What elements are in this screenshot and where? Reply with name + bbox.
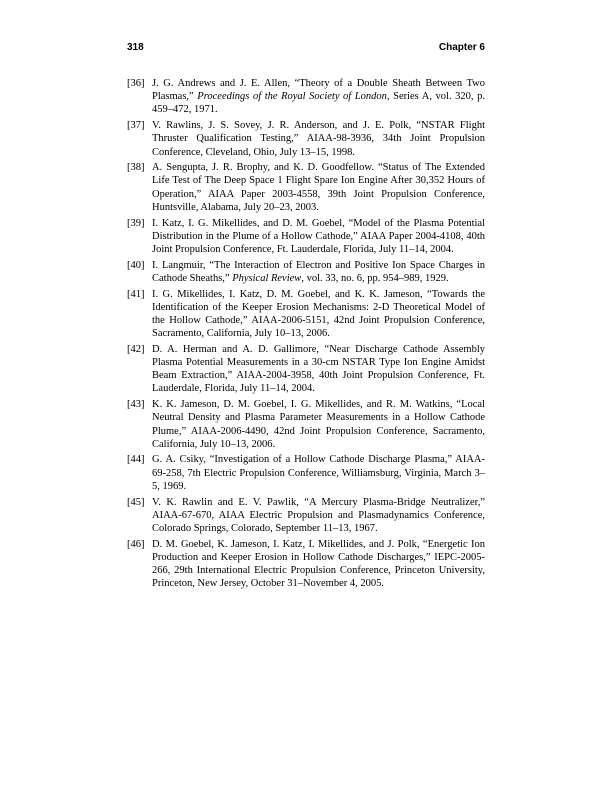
reference-segment: I. Katz, I. G. Mikellides, and D. M. Goebel, “Model of the Plasma Potential Distribution in the Plume of a Hollow Cathode,” AIAA Paper 2004-4108, 40th Joint Propulsion Conference, Ft. Lauderdale, Florida, July 11–14, 2004. [152, 217, 485, 255]
reference-segment: I. Langmuir, “The Interaction of Electron and Positive Ion Space Charges in Cathode Sheaths,” [152, 259, 485, 284]
reference-number: [45] [127, 496, 145, 508]
reference-number: [40] [127, 259, 145, 271]
reference-item [127, 398, 485, 451]
reference-number: [43] [127, 399, 145, 411]
reference-number: [37] [127, 120, 145, 132]
reference-item [127, 217, 485, 257]
references-list [127, 77, 485, 593]
reference-segment: V. Rawlins, J. S. Sovey, J. R. Anderson, and J. E. Polk, “NSTAR Flight Thruster Qualification Testing,” AIAA-98-3936, 34th Joint Propulsion Conference, Cleveland, Ohio, July 13–15, 1998. [152, 120, 485, 158]
journal-title: Proceedings of the Royal Society of London [197, 91, 387, 103]
reference-item [127, 496, 485, 536]
reference-number: [46] [127, 538, 145, 550]
reference-text [152, 539, 485, 590]
reference-item [127, 453, 485, 493]
reference-segment: G. A. Csiky, “Investigation of a Hollow Cathode Discharge Plasma,” AIAA-69-258, 7th Electric Propulsion Conference, Williamsburg, Virginia, March 3–5, 1969. [152, 454, 485, 492]
reference-item [127, 77, 485, 117]
reference-item [127, 259, 485, 285]
reference-segment: J. G. Andrews and J. E. Allen, “Theory of a Double Sheath Between Two Plasmas,” [152, 78, 485, 103]
reference-item [127, 161, 485, 214]
reference-item [127, 538, 485, 591]
reference-segment: K. K. Jameson, D. M. Goebel, I. G. Mikellides, and R. M. Watkins, “Local Neutral Density and Plasma Parameter Measurements in a Hollow Cathode Plume,” AIAA-2006-4490, 42nd Joint Propulsion Conference, Sacramento, California, July 10–13, 2006. [152, 399, 485, 450]
reference-segment: D. M. Goebel, K. Jameson, I. Katz, I. Mikellides, and J. Polk, “Energetic Ion Production and Keeper Erosion in Hollow Cathode Discharges,” IEPC-2005-266, 29th International Electric Propulsion Conference, Princeton University, Princeton, New Jersey, October 31–November 4, 2005. [152, 538, 485, 590]
reference-segment: A. Sengupta, J. R. Brophy, and K. D. Goodfellow. “Status of The Extended Life Test of The Deep Space 1 Flight Spare Ion Engine After 30,352 Hours of Operation,” AIAA Paper 2003-4558, 39th Joint Propulsion Conference, Huntsville, Alabama, July 20–23, 2003. [152, 162, 485, 213]
reference-item [127, 119, 485, 159]
chapter-label: Chapter 6 [438, 42, 485, 53]
page-number: 318 [127, 42, 144, 53]
reference-number: [39] [127, 217, 145, 229]
reference-segment: V. K. Rawlin and E. V. Pawlik, “A Mercury Plasma-Bridge Neutralizer,” AIAA-67-670, AIAA Electric Propulsion and Plasmadynamics Conference, Colorado Springs, Colorado, September 11–13, 1967. [152, 496, 485, 534]
reference-text [152, 344, 485, 395]
reference-segment: , vol. 33, no. 6, pp. 954–989, 1929. [301, 272, 449, 284]
reference-number: [42] [127, 343, 145, 355]
reference-segment: I. G. Mikellides, I. Katz, D. M. Goebel, and K. K. Jameson, “Towards the Identification of the Keeper Erosion Mechanisms: 2-D Theoretical Model of the Hollow Cathode,” AIAA-2006-5151, 42nd Joint Propulsion Conference, Sacramento, California, July 10–13, 2006. [152, 288, 485, 340]
reference-text [152, 399, 485, 450]
journal-title: Physical Review [232, 272, 302, 284]
reference-segment: , Series A, vol. 320, p. 459–472, 1971. [152, 91, 485, 116]
reference-text [152, 78, 485, 115]
reference-text [152, 120, 485, 157]
reference-text [152, 497, 485, 534]
reference-segment: D. A. Herman and A. D. Gallimore, “Near Discharge Cathode Assembly Plasma Potential Measurements in a 30-cm NSTAR Type Ion Engine Amidst Beam Extraction,” AIAA-2004-3958, 40th Joint Propulsion Conference, Ft. Lauderdale, Florida, July 11–14, 2004. [152, 343, 485, 395]
reference-item [127, 288, 485, 341]
reference-number: [38] [127, 162, 145, 174]
reference-text [152, 218, 485, 255]
reference-text [152, 289, 485, 340]
reference-text [152, 454, 485, 491]
reference-number: [44] [127, 454, 145, 466]
reference-text [152, 162, 485, 213]
reference-number: [36] [127, 78, 145, 89]
reference-item [127, 343, 485, 396]
reference-text [152, 260, 485, 284]
reference-number: [41] [127, 288, 145, 300]
running-header [127, 43, 485, 53]
